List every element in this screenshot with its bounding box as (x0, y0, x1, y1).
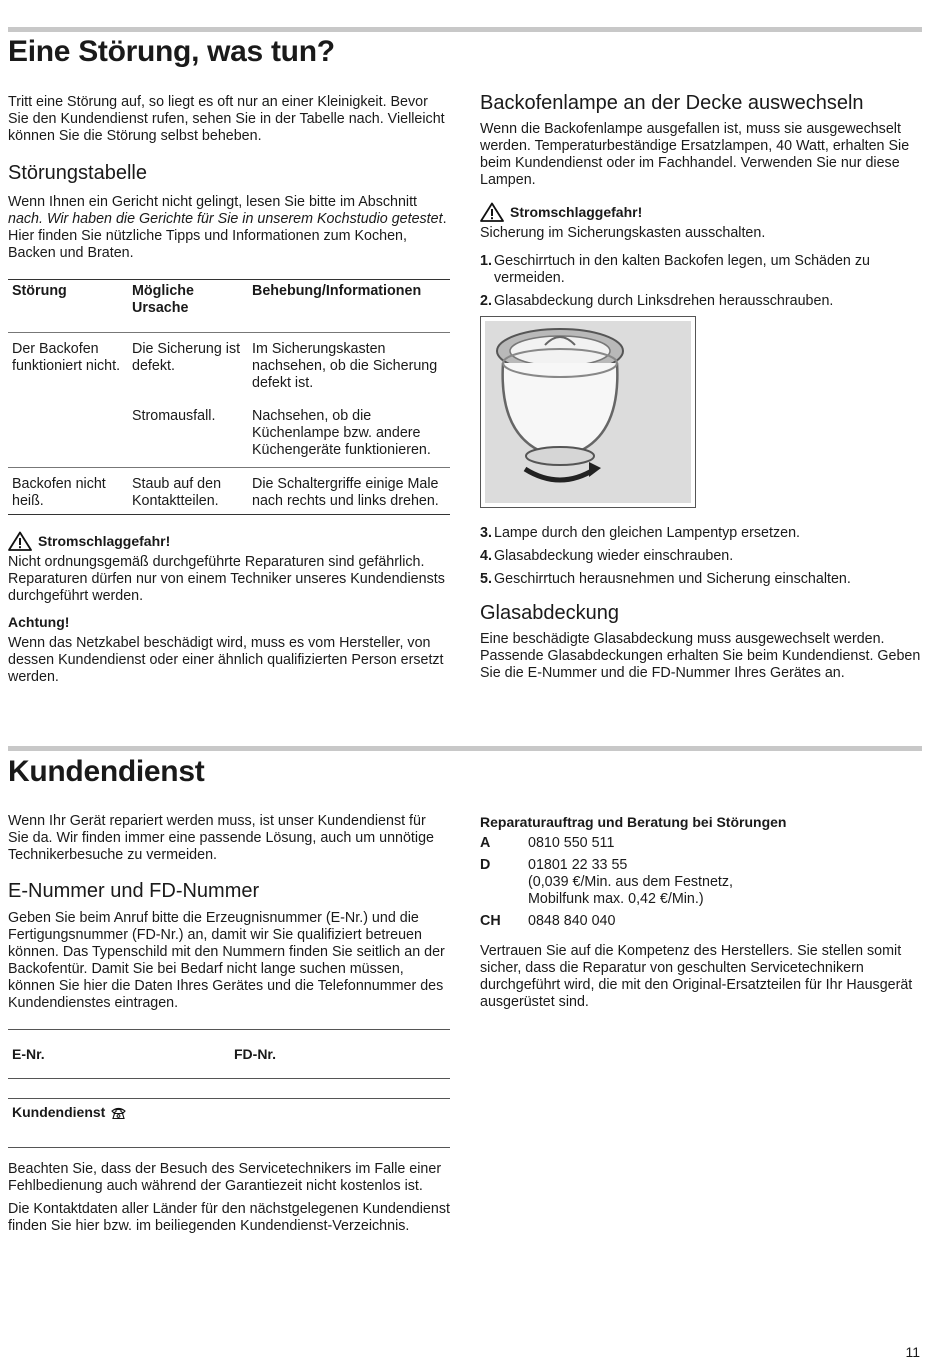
rate-info: (0,039 €/Min. aus dem Festnetz, (528, 874, 734, 890)
form-line (8, 1078, 450, 1079)
step-text: Glasabdeckung durch Linksdrehen herausschrauben. (494, 293, 834, 309)
step-number: 3. (480, 525, 492, 541)
table-heading: Störungstabelle (8, 162, 147, 184)
left-column-troubleshooting (8, 94, 450, 686)
contact-details (528, 857, 733, 908)
service-notes (8, 1161, 450, 1235)
table-intro-b: . Hier finden Sie nützliche Tipps und Informationen zum Kochen, Backen und Braten. (8, 211, 447, 261)
lamp-cover-illustration (485, 321, 691, 503)
service-note-warranty: Beachten Sie, dass der Besuch des Servicetechnikers im Falle einer Fehlbedienung auch während der Garantiezeit nicht kostenlos ist. (8, 1161, 442, 1194)
table-cell-cause: Stromausfall. (128, 400, 248, 468)
form-line (8, 1147, 450, 1148)
steps-list-a (480, 253, 922, 310)
repair-heading: Reparaturauftrag und Beratung bei Störungen (480, 814, 787, 830)
steps-list-b (480, 525, 922, 588)
warning-triangle-icon (8, 531, 32, 551)
country-code: A (480, 835, 491, 851)
section-title-troubleshooting: Eine Störung, was tun? (8, 35, 335, 68)
form-label-enr: E-Nr. (12, 1046, 45, 1062)
rate-info: Mobilfunk max. 0,42 €/Min.) (528, 891, 704, 907)
lamp-warning-title: Stromschlaggefahr! (510, 204, 643, 220)
country-code: D (480, 857, 491, 873)
list-item (480, 293, 922, 310)
glass-heading: Glasabdeckung (480, 602, 619, 624)
step-text: Lampe durch den gleichen Lampentyp ersetzen. (494, 525, 800, 541)
caution-title: Achtung! (8, 614, 70, 630)
table-cell-fault: Backofen nicht heiß. (8, 468, 128, 515)
warning-text: Nicht ordnungsgemäß durchgeführte Reparaturen sind gefährlich. Reparaturen dürfen nur von einem Techniker unseres Kundendiensts durchgeführt werden. (8, 554, 445, 604)
lamp-intro: Wenn die Backofenlampe ausgefallen ist, muss sie ausgewechselt werden. Temperaturbeständige Ersatzlampen, 40 Watt, erhalten Sie beim Kundendienst oder im Fachhandel. Verwenden Sie nur diese Lampen. (480, 121, 910, 188)
fault-table (8, 279, 450, 515)
contact-row (480, 857, 922, 908)
service-intro: Wenn Ihr Gerät repariert werden muss, ist unser Kundendienst für Sie da. Wir finden immer eine passende Lösung, auch um unnötige Technikerbesuche zu vermeiden. (8, 813, 434, 863)
section-reference: nach. Wir haben die Gerichte für Sie in unserem Kochstudio getestet (8, 211, 443, 227)
step-text: Geschirrtuch herausnehmen und Sicherung einschalten. (494, 571, 851, 587)
section-rule (8, 746, 922, 751)
form-line (8, 1029, 450, 1030)
warning-title: Stromschlaggefahr! (38, 533, 171, 549)
step-number: 4. (480, 548, 492, 564)
trust-text: Vertrauen Sie auf die Kompetenz des Herstellers. Sie stellen somit sicher, dass die Reparatur von geschulten Servicetechnikern durchgeführt wird, die mit den Original-Ersatzteilen für Ihr Hausgerät ausgerüstet sind. (480, 943, 913, 1010)
table-cell-cause: Die Sicherung ist defekt. (132, 341, 241, 374)
left-column-service (8, 813, 450, 1012)
list-item (480, 571, 922, 588)
country-code: CH (480, 913, 501, 929)
list-item (480, 253, 922, 287)
lamp-warning-heading (480, 202, 922, 222)
lamp-warning-text: Sicherung im Sicherungskasten ausschalten. (480, 225, 766, 241)
table-row (8, 468, 450, 515)
warning-triangle-icon (480, 202, 504, 222)
table-intro-a: Wenn Ihnen ein Gericht nicht gelingt, lesen Sie bitte im Abschnitt (8, 194, 418, 210)
phone-number: 0810 550 511 (528, 835, 615, 851)
step-text: Geschirrtuch in den kalten Backofen legen, um Schäden zu vermeiden. (494, 253, 870, 286)
form-line (8, 1098, 450, 1099)
lamp-heading: Backofenlampe an der Decke auswechseln (480, 92, 864, 114)
section-rule (8, 27, 922, 32)
enum-heading: E-Nummer und FD-Nummer (8, 880, 260, 902)
glass-text: Eine beschädigte Glasabdeckung muss ausgewechselt werden. Passende Glasabdeckungen erhalten Sie beim Kundendienst. Geben Sie die E-Nummer und die FD-Nummer Ihres Gerätes an. (480, 631, 921, 681)
table-header-fix: Behebung/Informationen (248, 280, 450, 333)
contact-row (480, 913, 922, 930)
telephone-icon (110, 1106, 127, 1120)
table-header-cause: Mögliche Ursache (128, 280, 248, 333)
phone-number: 01801 22 33 55 (528, 857, 628, 873)
form-label-service-row (12, 1104, 127, 1121)
table-cell-fix: Nachsehen, ob die Küchenlampe bzw. andere Küchengeräte funktionieren. (248, 400, 450, 468)
table-cell-fault: Der Backofen funktioniert nicht. (8, 333, 128, 468)
caution-text: Wenn das Netzkabel beschädigt wird, muss es vom Hersteller, von dessen Kundendienst oder einer ähnlich qualifizierten Person ersetzt werden. (8, 635, 444, 685)
contact-list (480, 835, 922, 930)
warning-heading (8, 531, 450, 551)
right-column-service (480, 814, 922, 1011)
intro-paragraph: Tritt eine Störung auf, so liegt es oft nur an einer Kleinigkeit. Bevor Sie den Kundendienst rufen, sehen Sie in der Tabelle nach. Vielleicht können Sie die Störung selbst beheben. (8, 94, 445, 144)
section-title-service: Kundendienst (8, 755, 205, 788)
table-cell-fix: Die Schaltergriffe einige Male nach rechts und links drehen. (248, 468, 450, 515)
step-text: Glasabdeckung wieder einschrauben. (494, 548, 734, 564)
page-number: 11 (905, 1344, 920, 1360)
enum-text: Geben Sie beim Anruf bitte die Erzeugnisnummer (E-Nr.) und die Fertigungsnummer (FD-Nr.) an, damit wir Sie qualifiziert betreuen können. Das Typenschild mit den Nummern finden Sie seitlich an der Backofentür. Damit Sie bei Bedarf nicht lange suchen müssen, können Sie hier die Daten Ihres Gerätes und die Telefonnummer des Kundendienstes eintragen. (8, 910, 445, 1011)
table-intro-paragraph (8, 194, 450, 262)
form-label-fdnr: FD-Nr. (234, 1046, 276, 1062)
form-label-service: Kundendienst (12, 1104, 106, 1120)
lamp-illustration-frame (480, 316, 696, 508)
list-item (480, 525, 922, 542)
step-number: 5. (480, 571, 492, 587)
service-note-contacts: Die Kontaktdaten aller Länder für den nächstgelegenen Kundendienst finden Sie hier bzw. im beiliegenden Kundendienst-Verzeichnis. (8, 1201, 450, 1234)
table-cell-fix: Im Sicherungskasten nachsehen, ob die Sicherung defekt ist. (252, 341, 438, 391)
contact-row (480, 835, 922, 852)
right-column-troubleshooting (480, 92, 922, 682)
step-number: 2. (480, 293, 492, 309)
list-item (480, 548, 922, 565)
step-number: 1. (480, 253, 492, 269)
table-header-fault: Störung (8, 280, 128, 333)
table-row (8, 333, 450, 401)
phone-number: 0848 840 040 (528, 913, 616, 929)
table-cell-cause: Staub auf den Kontaktteilen. (128, 468, 248, 515)
